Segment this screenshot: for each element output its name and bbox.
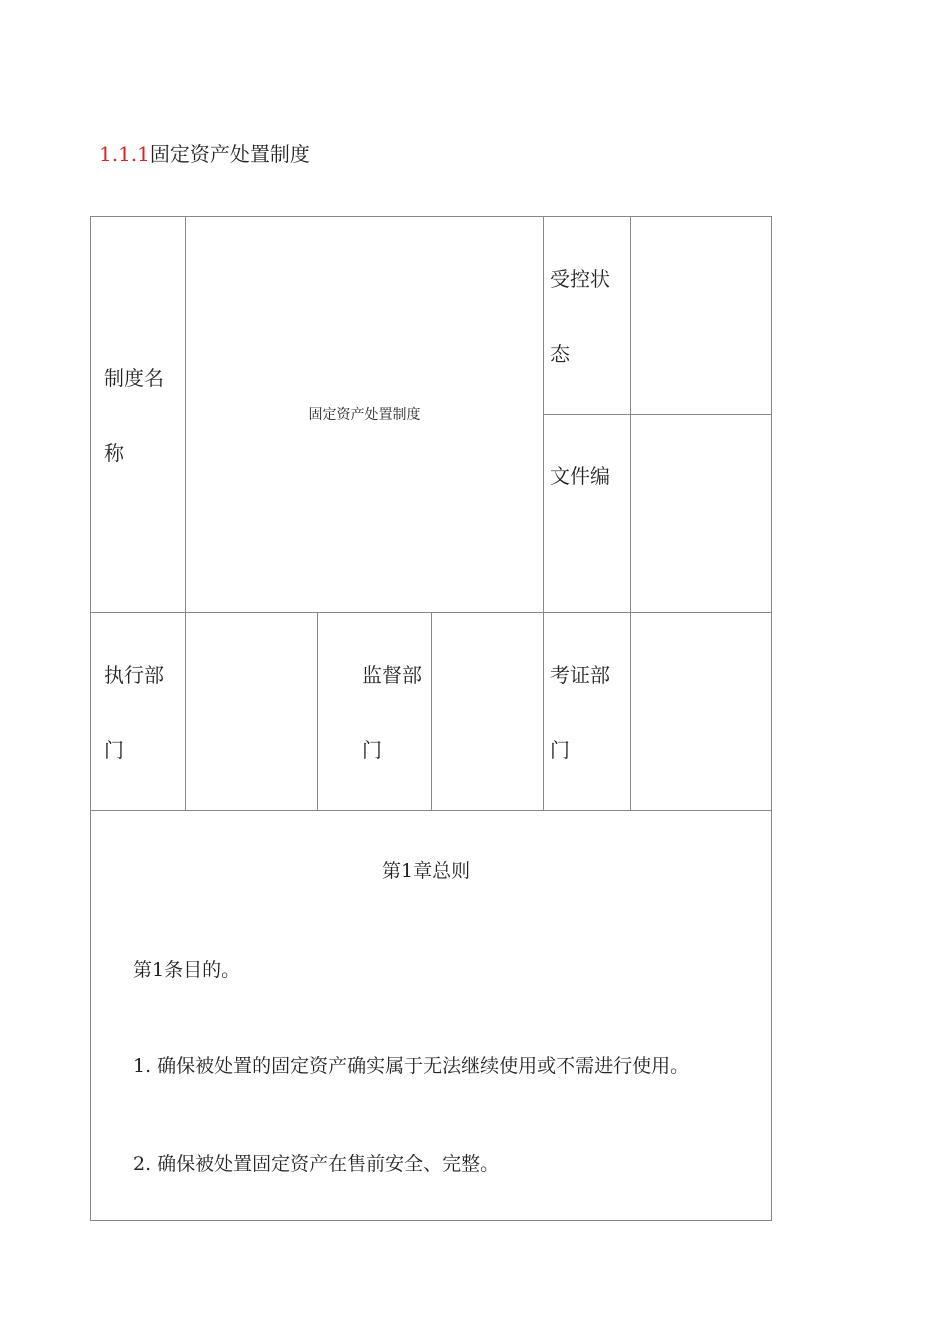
col-divider (431, 612, 432, 811)
col-divider (317, 612, 318, 811)
col-divider (185, 216, 186, 811)
section-heading (99, 140, 310, 168)
section-number: 1.1.1 (99, 142, 150, 166)
evaluation-dept-label: 考证部 门 (550, 663, 610, 762)
chapter-title: 第1章总则 (382, 860, 471, 882)
table-border-right (771, 216, 772, 1221)
col-divider (630, 216, 631, 811)
control-status-label: 受控状 态 (550, 267, 610, 366)
list-item: 1. 确保被处置的固定资产确实属于无法继续使用或不需进行使用。 (133, 1055, 690, 1077)
row-divider (543, 414, 772, 415)
list-item: 2. 确保被处置固定资产在售前安全、完整。 (133, 1153, 500, 1175)
col-divider (543, 216, 544, 811)
execution-dept-label: 执行部 门 (104, 663, 164, 762)
article-title: 第1条目的。 (133, 959, 241, 981)
table-border-top (90, 216, 772, 217)
supervision-dept-label: 监督部 门 (362, 663, 422, 762)
table-border-left (90, 216, 91, 1221)
file-number-label: 文件编 (550, 464, 610, 488)
policy-name-label: 制度名 称 (104, 366, 164, 465)
policy-name-value: 固定资产处置制度 (308, 407, 421, 423)
section-title: 固定资产处置制度 (149, 142, 310, 166)
table-border-bottom (90, 1220, 772, 1221)
